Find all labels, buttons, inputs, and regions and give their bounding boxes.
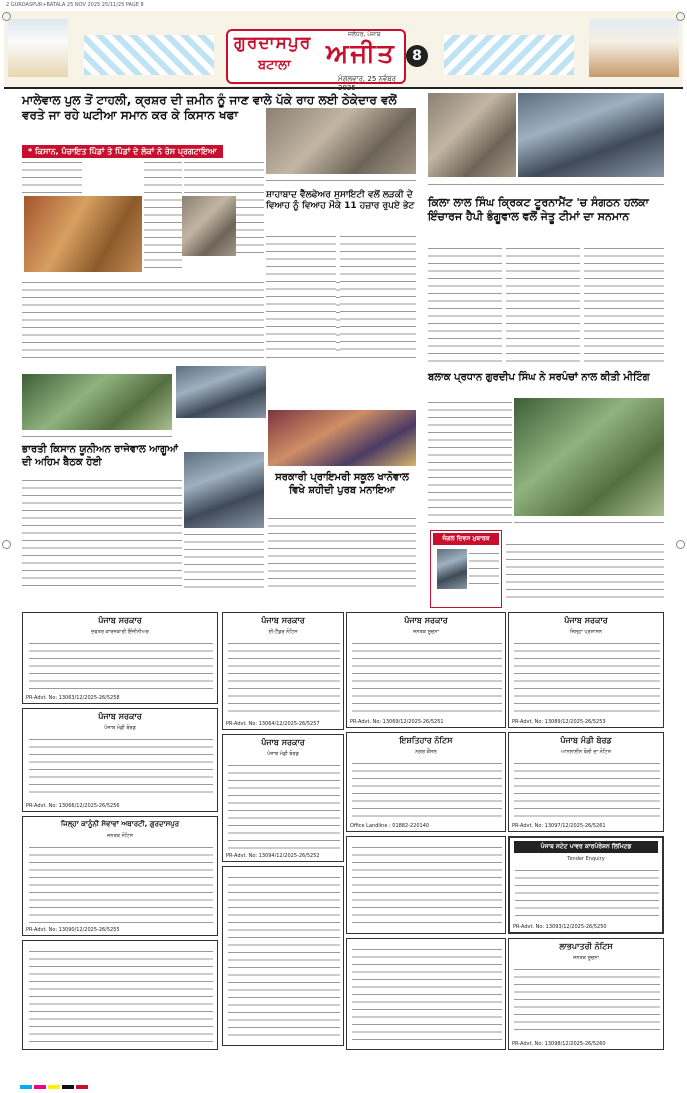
edition-date: ਮੰਗਲਵਾਰ, 25 ਨਵੰਬਰ 2025 <box>338 75 396 92</box>
ad-body <box>515 866 659 920</box>
ad-public-notice <box>346 612 506 728</box>
ad-filler-2 <box>222 866 344 1046</box>
caption-farmers-meeting <box>22 432 172 442</box>
ad-title: ਜਿਲ੍ਹਾ ਕਾਨੂੰਨੀ ਸੇਵਾਵਾਂ ਅਥਾਰਟੀ, ਗੁਰਦਾਸਪੁਰ <box>60 820 180 828</box>
ad-district-admin <box>508 612 664 728</box>
ad-title: ਪੰਜਾਬ ਸਰਕਾਰ <box>98 616 142 625</box>
photo-award-ceremony <box>266 108 416 174</box>
ad-body <box>29 639 213 691</box>
bhakiu-body <box>22 476 182 592</box>
ad-subtitle: ਦਫਤਰ ਕਾਰਜਕਾਰੀ ਇੰਜੀਨੀਅਰ <box>91 629 149 635</box>
ad-subtitle: ਜਨਤਕ ਸੂਚਨਾ <box>573 955 599 961</box>
ad-footnote: PR-Advt. No: 13098/12/2025-26/5260 <box>512 1041 606 1047</box>
photo-honoured-person <box>184 452 264 528</box>
lead-photo-field <box>24 196 142 272</box>
tribute-title: ਜੰਗਲ ਦਿਵਸ ਮੁਬਾਰਕ <box>433 533 499 545</box>
title-banner <box>226 29 406 92</box>
ad-title: ਪੰਜਾਬ ਸਰਕਾਰ <box>564 616 608 625</box>
district-name-bottom: ਬਟਾਲਾ <box>258 58 291 73</box>
decorative-pattern-left <box>84 35 214 75</box>
photo-cricket-team <box>518 93 664 177</box>
school-body <box>268 514 416 592</box>
registration-mark-right <box>676 540 685 549</box>
ad-body <box>352 843 502 929</box>
registration-mark-top-right <box>676 12 685 21</box>
bhakiu-body-col2 <box>184 530 264 592</box>
caption-meeting <box>514 518 664 528</box>
ad-punjab-govt-3 <box>22 708 218 812</box>
ad-body <box>29 735 213 799</box>
ad-title: ਪੰਜਾਬ ਸਰਕਾਰ <box>261 738 305 747</box>
ad-subtitle: ਪੰਜਾਬ ਮੰਡੀ ਬੋਰਡ <box>267 751 299 757</box>
masthead <box>4 11 683 92</box>
cricket-body-col1 <box>428 244 502 366</box>
tribute-portrait <box>437 549 467 589</box>
ad-subtitle: ਆਨਲਾਈਨ ਬੋਲੀ ਦਾ ਨੋਟਿਸ <box>561 749 611 755</box>
lead-body-col2 <box>144 158 182 272</box>
ad-subtitle: ਪੰਜਾਬ ਮੰਡੀ ਬੋਰਡ <box>104 725 136 731</box>
ad-title: ਪੰਜਾਬ ਮੰਡੀ ਬੋਰਡ <box>560 736 612 745</box>
photo-cricket-trophy <box>428 93 516 177</box>
caption-award-ceremony <box>266 176 416 186</box>
ad-punjab-govt-2 <box>222 612 344 730</box>
color-calibration-bar <box>20 1074 180 1080</box>
heritage-building-illustration <box>589 19 679 77</box>
ad-body <box>29 843 213 923</box>
ad-title: ਪੰਜਾਬ ਸਟੇਟ ਪਾਵਰ ਕਾਰਪੋਰੇਸ਼ਨ ਲਿਮਿਟਡ <box>514 841 658 853</box>
ad-footnote: Office Landline : 01882-220140 <box>350 823 430 829</box>
ad-body <box>228 761 340 849</box>
shahabad-body-col1 <box>266 232 336 356</box>
ad-filler-3 <box>22 940 218 1050</box>
print-info-line: 2 GURDASPUR+BATALA 25 NOV 2025 25/11/25 PAGE 8 <box>6 2 144 8</box>
lead-headline: ਮਾਲੇਵਾਲ ਪੁਲ ਤੋਂ ਟਾਹਲੀ, ਕ੍ਰਸ਼ਰ ਦੀ ਜ਼ਮੀਨ ਨੂੰ ਜਾਣ ਵਾਲੇ ਪੱਕੇ ਰਾਹ ਲਈ ਠੇਕੇਦਾਰ ਵਲੋਂ ਵਰਤੇ ਜਾ ਰਹੇ ਘਟੀਆ ਸਮਾਨ ਕਰ ਕੇ ਕਿਸਾਨ ਖਫਾ <box>22 93 397 122</box>
lead-photo-farmers <box>182 196 236 256</box>
photo-sarpanch-meeting <box>514 398 664 516</box>
caption-cricket-photos <box>428 180 664 190</box>
cricket-headline: ਕਿਲਾ ਲਾਲ ਸਿੰਘ ਕ੍ਰਿਕਟ ਟੂਰਨਾਮੈਂਟ 'ਚ ਸੰਗਠਨ ਹਲਕਾ ਇੰਚਾਰਜ ਹੈਪੀ ਭੰਗੂਵਾਲ ਵਲੋਂ ਜੇਤੂ ਟੀਮਾਂ ਦਾ ਸਨਮਾਨ <box>428 196 649 223</box>
temple-illustration <box>8 19 68 77</box>
ad-footnote: PR-Advt. No: 13063/12/2025-26/5258 <box>26 695 120 701</box>
ad-punjab-govt-1 <box>22 612 218 704</box>
decorative-pattern-right <box>444 35 574 75</box>
ad-body <box>352 639 502 715</box>
photo-school-event <box>268 410 416 466</box>
ad-body <box>352 945 502 1043</box>
lead-body-col1 <box>22 158 82 194</box>
ad-title: ਪੰਜਾਬ ਸਰਕਾਰ <box>98 712 142 721</box>
ad-title: ਪੰਜਾਬ ਸਰਕਾਰ <box>404 616 448 625</box>
ad-title: ਇਸ਼ਤਿਹਾਰ ਨੋਟਿਸ <box>399 736 453 745</box>
ad-body <box>228 639 340 717</box>
ad-body <box>514 639 660 715</box>
tribute-text <box>469 549 499 589</box>
ad-filler-1 <box>346 836 506 934</box>
district-name-top: ਗੁਰਦਾਸਪੁਰ <box>234 33 312 53</box>
lead-body-lower <box>22 278 264 358</box>
ad-body <box>352 759 502 819</box>
ad-footnote: PR-Advt. No: 13089/12/2025-26/5253 <box>512 719 606 725</box>
ad-title: ਪੰਜਾਬ ਸਰਕਾਰ <box>261 616 305 625</box>
ad-footnote: PR-Advt. No: 13097/12/2025-26/5261 <box>512 823 606 829</box>
ad-body <box>514 759 660 819</box>
cricket-body-col3 <box>584 244 664 366</box>
ad-subtitle: ਜਨਤਕ ਨੋਟਿਸ <box>107 833 133 839</box>
registration-mark-left <box>2 540 11 549</box>
photo-farmers-meeting <box>22 374 172 430</box>
meeting-body-col1 <box>428 398 512 528</box>
school-headline: ਸਰਕਾਰੀ ਪ੍ਰਾਇਮਰੀ ਸਕੂਲ ਖਾਨੋਵਾਲ ਵਿਖੇ ਸ਼ਹੀਦੀ ਪੁਰਬ ਮਨਾਇਆ <box>275 472 409 496</box>
cricket-body-col2 <box>506 244 580 366</box>
shahabad-headline: ਸ਼ਾਹਾਬਾਦ ਵੈੱਲਫੇਅਰ ਸੁਸਾਇਟੀ ਵਲੋਂ ਲੜਕੀ ਦੇ ਵਿਆਹ ਨੂੰ ਵਿਆਹ ਮੌਕੇ 11 ਹਜ਼ਾਰ ਰੁਪਏ ਭੇਟ <box>266 190 415 212</box>
ad-footnote: PR-Advt. No: 13069/12/2025-26/5251 <box>350 719 444 725</box>
edition-city: ਜਲੰਧਰ, ਪੰਜਾਬ <box>348 31 381 38</box>
lead-strapline: * ਕਿਸਾਨ, ਪੰਚਾਇਤ ਪਿੰਡਾਂ ਤੇ ਪਿੰਡਾਂ ਦੇ ਲੋਕਾਂ ਨੇ ਰੋਸ ਪ੍ਰਗਟਾਇਆ <box>22 145 223 158</box>
ad-body <box>228 873 340 1039</box>
ad-beneficiary-notice <box>508 938 664 1050</box>
ad-body <box>514 965 660 1035</box>
photo-portrait-pair <box>176 366 266 418</box>
ad-title: ਲਾਭਪਾਤਰੀ ਨੋਟਿਸ <box>559 942 613 951</box>
ad-pspcl <box>508 836 664 934</box>
ad-footnote: PR-Advt. No: 13066/12/2025-26/5256 <box>26 803 120 809</box>
ad-filler-4 <box>346 938 506 1050</box>
ad-subtitle: Tender Enquiry <box>567 856 605 862</box>
ad-mandi-online-bid <box>508 732 664 832</box>
tribute-box <box>430 530 502 608</box>
registration-mark-top-left <box>2 12 11 21</box>
page-number: 8 <box>406 45 428 67</box>
ad-subtitle: ਨਗਰ ਕੌਂਸਲ <box>415 749 437 755</box>
ad-subtitle: ਜ਼ਿਲ੍ਹਾ ਪ੍ਰਸ਼ਾਸਨ <box>570 629 602 635</box>
bhakiu-headline: ਭਾਰਤੀ ਕਿਸਾਨ ਯੂਨੀਅਨ ਰਾਜੇਵਾਲ ਆਗੂਆਂ ਦੀ ਅਹਿਮ ਬੈਠਕ ਹੋਈ <box>22 444 179 468</box>
ad-legal-services <box>22 816 218 936</box>
ad-footnote: PR-Advt. No: 13064/12/2025-26/5257 <box>226 721 320 727</box>
ad-mandi-board <box>222 734 344 862</box>
ad-footnote: PR-Advt. No: 13094/12/2025-26/5252 <box>226 853 320 859</box>
meeting-headline: ਬਲਾਕ ਪ੍ਰਧਾਨ ਗੁਰਦੀਪ ਸਿੰਘ ਨੇ ਸਰਪੰਚਾਂ ਨਾਲ ਕੀਤੀ ਮੀਟਿੰਗ <box>428 372 650 383</box>
paper-name: ਅਜੀਤ <box>326 39 396 69</box>
ad-tender-notice <box>346 732 506 832</box>
meeting-body-col2 <box>506 540 664 604</box>
ad-subtitle: ਈ-ਟੈਂਡਰ ਨੋਟਿਸ <box>268 629 298 635</box>
ad-footnote: PR-Advt. No: 13090/12/2025-26/5255 <box>26 927 120 933</box>
ad-footnote: PR-Advt. No: 13093/12/2025-26/5250 <box>513 924 607 930</box>
shahabad-body-col2 <box>340 232 416 356</box>
ad-subtitle: ਜਨਤਕ ਸੂਚਨਾ <box>413 629 439 635</box>
ad-body <box>29 947 213 1043</box>
